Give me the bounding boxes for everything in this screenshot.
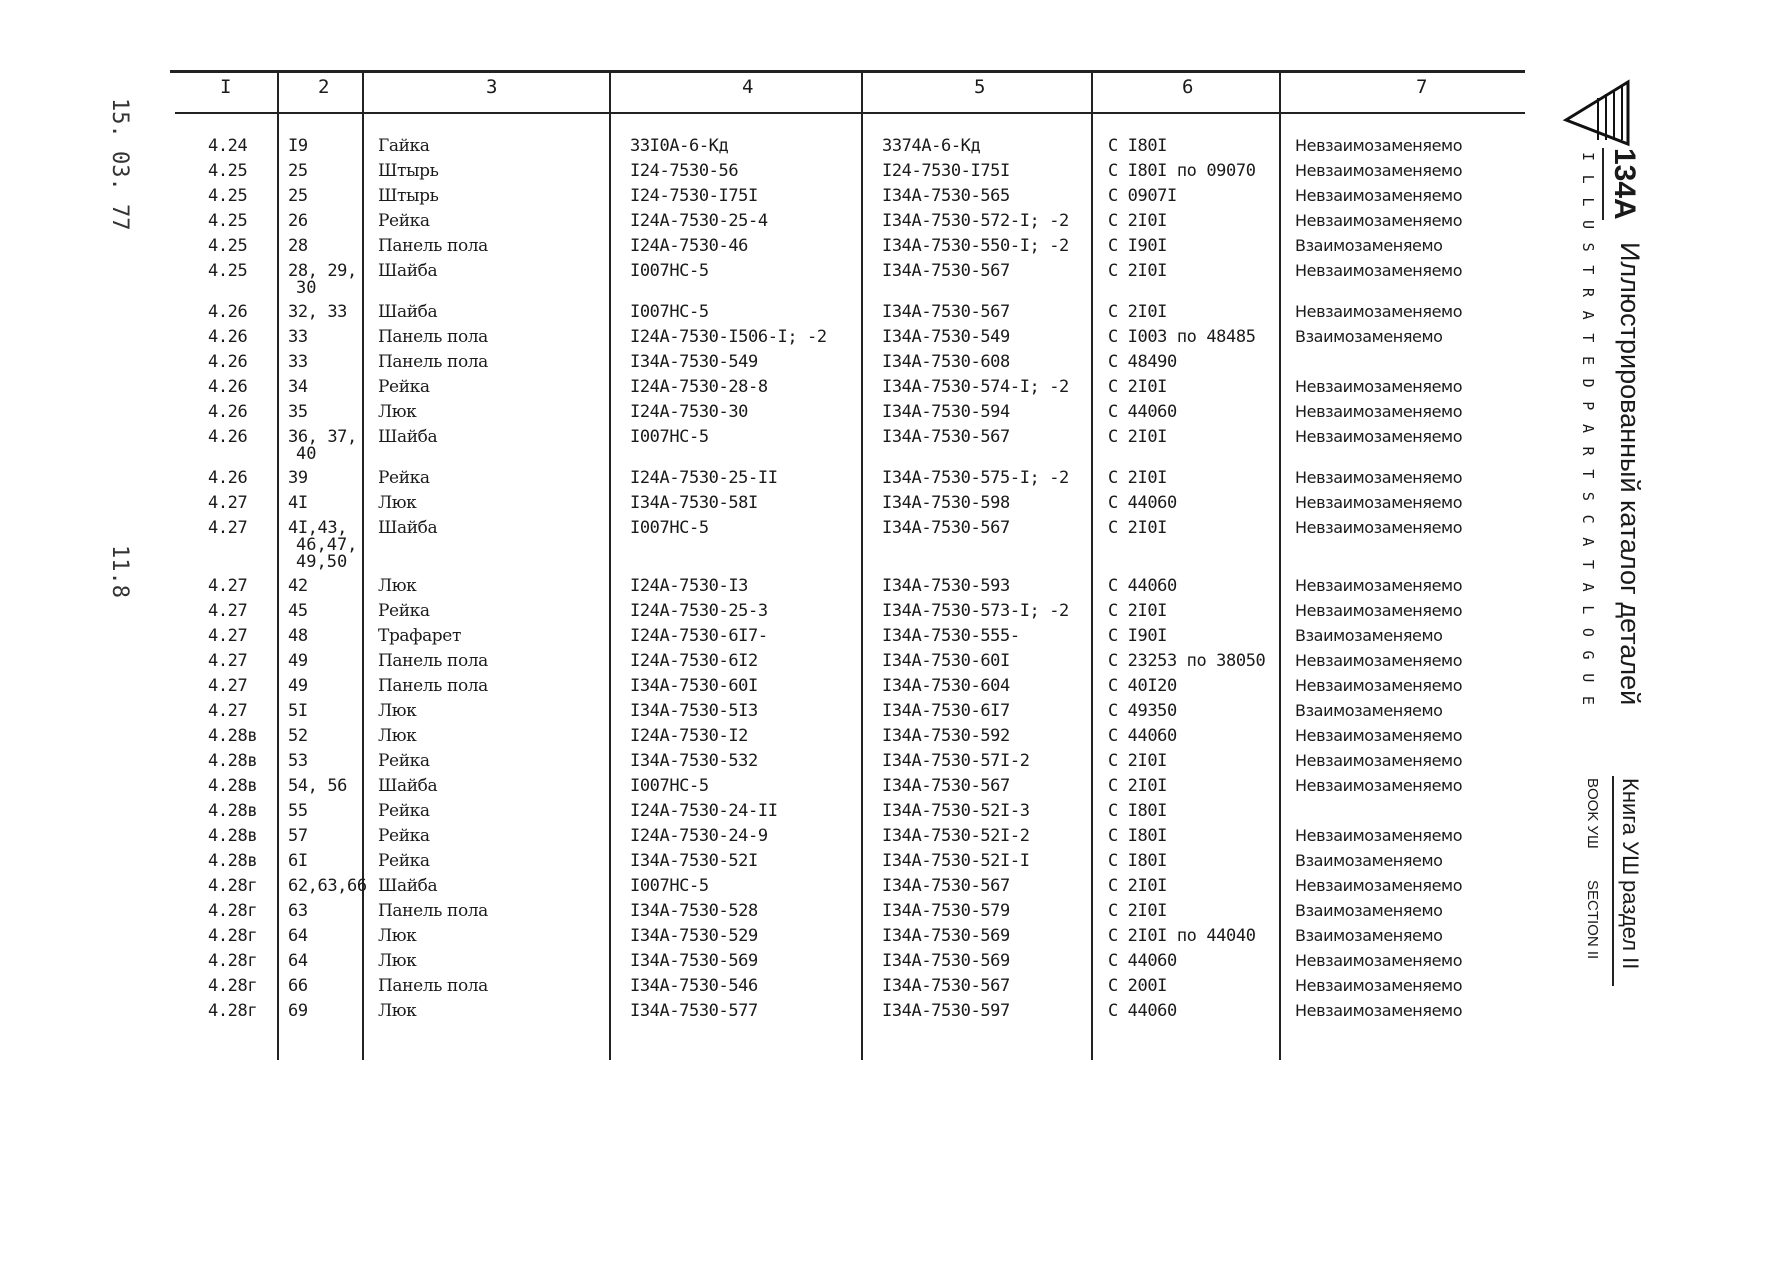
cell-c6: С 2I0I по 44040 xyxy=(1108,926,1256,946)
cell-c1: 4.27 xyxy=(208,493,248,513)
cell-c7: Невзаимозаменяемо xyxy=(1295,302,1463,321)
cell-c6: С 2I0I xyxy=(1108,211,1168,231)
cell-c7: Невзаимозаменяемо xyxy=(1295,468,1463,487)
cell-c2: 69 xyxy=(288,1001,308,1021)
cell-c7: Невзаимозаменяемо xyxy=(1295,776,1463,795)
cell-c4: I24A-7530-25-3 xyxy=(630,601,768,621)
cell-c7: Невзаимозаменяемо xyxy=(1295,493,1463,512)
cell-c6: С 44060 xyxy=(1108,726,1177,746)
cell-c2: 55 xyxy=(288,801,308,821)
header-col-7: 7 xyxy=(1416,76,1428,98)
cell-c5: I34A-7530-597 xyxy=(882,1001,1010,1021)
cell-c4: I24A-7530-30 xyxy=(630,402,749,422)
table-row xyxy=(0,953,1540,977)
cell-c6: С 44060 xyxy=(1108,493,1177,513)
cell-c1: 4.25 xyxy=(208,186,248,206)
cell-c2: 53 xyxy=(288,751,308,771)
cell-c2: 64 xyxy=(288,951,308,971)
table-row xyxy=(0,853,1540,877)
cell-c2: 33 xyxy=(288,352,308,372)
header-col-3: 3 xyxy=(486,76,498,98)
table-row xyxy=(0,495,1540,519)
cell-c3: Трафарет xyxy=(378,626,461,646)
cell-c7: Невзаимозаменяемо xyxy=(1295,726,1463,745)
cell-c1: 4.28г xyxy=(208,976,258,996)
header-col-2: 2 xyxy=(318,76,330,98)
cell-c4: I34A-7530-577 xyxy=(630,1001,758,1021)
cell-c5: I34A-7530-57I-2 xyxy=(882,751,1030,771)
cell-c3: Рейка xyxy=(378,751,430,771)
section-ru: раздел II xyxy=(1618,880,1643,970)
table-row xyxy=(0,427,1540,464)
cell-c3: Рейка xyxy=(378,801,430,821)
cell-c2: 26 xyxy=(288,211,308,231)
cell-c7: Невзаимозаменяемо xyxy=(1295,518,1463,537)
cell-c4: I24-7530-I75I xyxy=(630,186,758,206)
cell-c1: 4.26 xyxy=(208,302,248,322)
cell-c6: С 44060 xyxy=(1108,951,1177,971)
cell-c2: 25 xyxy=(288,186,308,206)
cell-c5: I34A-7530-6I7 xyxy=(882,701,1010,721)
cell-c4: I34A-7530-529 xyxy=(630,926,758,946)
cell-c1: 4.24 xyxy=(208,136,248,156)
cell-c3: Люк xyxy=(378,1001,417,1021)
cell-c7: Невзаимозаменяемо xyxy=(1295,751,1463,770)
table-row xyxy=(0,213,1540,237)
cell-c2: 42 xyxy=(288,576,308,596)
cell-c4: I007HC-5 xyxy=(630,261,709,281)
table-row xyxy=(0,703,1540,727)
cell-c6: С 40I20 xyxy=(1108,676,1177,696)
cell-c3: Шайба xyxy=(378,302,438,322)
cell-c6: С 0907I xyxy=(1108,186,1177,206)
table-row xyxy=(0,354,1540,378)
cell-c3: Панель пола xyxy=(378,236,488,256)
table-row xyxy=(0,379,1540,403)
cell-c4: I24A-7530-28-8 xyxy=(630,377,768,397)
table-row xyxy=(0,978,1540,1002)
cell-c5: I34A-7530-567 xyxy=(882,776,1010,796)
cell-c5: I34A-7530-567 xyxy=(882,876,1010,896)
cell-c7: Невзаимозаменяемо xyxy=(1295,651,1463,670)
cell-c3: Рейка xyxy=(378,211,430,231)
cell-c5: I34A-7530-579 xyxy=(882,901,1010,921)
cell-c4: I34A-7530-549 xyxy=(630,352,758,372)
cell-c3: Панель пола xyxy=(378,327,488,347)
cell-c2: 49 xyxy=(288,651,308,671)
cell-c3: Рейка xyxy=(378,468,430,488)
cell-c5: I34A-7530-567 xyxy=(882,518,1010,538)
table-row xyxy=(0,603,1540,627)
cell-c7: Невзаимозаменяемо xyxy=(1295,211,1463,230)
cell-c3: Рейка xyxy=(378,377,430,397)
cell-c7: Невзаимозаменяемо xyxy=(1295,951,1463,970)
manufacturer-logo-icon xyxy=(1562,78,1632,148)
cell-c6: С 2I0I xyxy=(1108,468,1168,488)
cell-c5: I34A-7530-567 xyxy=(882,427,1010,447)
cell-c7: Невзаимозаменяемо xyxy=(1295,876,1463,895)
cell-c3: Панель пола xyxy=(378,676,488,696)
cell-c4: I34A-7530-528 xyxy=(630,901,758,921)
cell-c1: 4.28в xyxy=(208,751,258,771)
table-row xyxy=(0,163,1540,187)
cell-c7: Невзаимозаменяемо xyxy=(1295,976,1463,995)
cell-c7: Невзаимозаменяемо xyxy=(1295,161,1463,180)
cell-c5: I34A-7530-567 xyxy=(882,302,1010,322)
cell-c6: С I90I xyxy=(1108,236,1168,256)
cell-c6: С I80I xyxy=(1108,801,1168,821)
cell-c5: I34A-7530-52I-2 xyxy=(882,826,1030,846)
cell-c7: Невзаимозаменяемо xyxy=(1295,136,1463,155)
cell-c6: С 2I0I xyxy=(1108,302,1168,322)
cell-c1: 4.27 xyxy=(208,701,248,721)
cell-c7: Взаимозаменяемо xyxy=(1295,926,1443,945)
cell-c6: С 2I0I xyxy=(1108,776,1168,796)
cell-c1: 4.27 xyxy=(208,676,248,696)
cell-c3: Рейка xyxy=(378,851,430,871)
cell-c4: I34A-7530-546 xyxy=(630,976,758,996)
cell-c7: Невзаимозаменяемо xyxy=(1295,826,1463,845)
book-rule xyxy=(1612,776,1614,986)
cell-c3: Шайба xyxy=(378,876,438,896)
cell-c4: I24A-7530-6I2 xyxy=(630,651,758,671)
cell-c7: Невзаимозаменяемо xyxy=(1295,427,1463,446)
cell-c4: I24A-7530-I2 xyxy=(630,726,749,746)
cell-c2: 63 xyxy=(288,901,308,921)
cell-c2-continued: 40 xyxy=(296,444,317,464)
cell-c4: I24A-7530-6I7- xyxy=(630,626,768,646)
table-row xyxy=(0,404,1540,428)
cell-c5: I34A-7530-52I-I xyxy=(882,851,1030,871)
cell-c7: Взаимозаменяемо xyxy=(1295,626,1443,645)
cell-c1: 4.26 xyxy=(208,427,248,447)
cell-c6: С 49350 xyxy=(1108,701,1177,721)
cell-c5: I34A-7530-573-I; -2 xyxy=(882,601,1069,621)
cell-c3: Шайба xyxy=(378,776,438,796)
cell-c1: 4.26 xyxy=(208,402,248,422)
cell-c3: Панель пола xyxy=(378,651,488,671)
cell-c2: 66 xyxy=(288,976,308,996)
cell-c1: 4.27 xyxy=(208,601,248,621)
cell-c7: Взаимозаменяемо xyxy=(1295,901,1443,920)
cell-c2: 52 xyxy=(288,726,308,746)
section-en: SECTION II xyxy=(1584,880,1601,960)
date-note: 15. 03. 77 xyxy=(107,98,132,231)
cell-c2: 57 xyxy=(288,826,308,846)
cell-c2: 4I xyxy=(288,493,308,513)
cell-c4: I34A-7530-58I xyxy=(630,493,758,513)
cell-c4: I24A-7530-25-4 xyxy=(630,211,768,231)
cell-c7: Взаимозаменяемо xyxy=(1295,701,1443,720)
cell-c1: 4.26 xyxy=(208,377,248,397)
cell-c3: Люк xyxy=(378,726,417,746)
cell-c5: I34A-7530-549 xyxy=(882,327,1010,347)
cell-c3: Штырь xyxy=(378,186,439,206)
cell-c6: С I80I xyxy=(1108,851,1168,871)
cell-c5: I34A-7530-567 xyxy=(882,976,1010,996)
cell-c7: Взаимозаменяемо xyxy=(1295,236,1443,255)
cell-c6: С 48490 xyxy=(1108,352,1177,372)
table-row xyxy=(0,678,1540,702)
cell-c2: 25 xyxy=(288,161,308,181)
cell-c7: Невзаимозаменяемо xyxy=(1295,576,1463,595)
table-row xyxy=(0,728,1540,752)
cell-c1: 4.28г xyxy=(208,1001,258,1021)
cell-c6: С I80I xyxy=(1108,136,1168,156)
cell-c6: С I80I xyxy=(1108,826,1168,846)
cell-c3: Люк xyxy=(378,402,417,422)
table-row xyxy=(0,238,1540,262)
cell-c1: 4.25 xyxy=(208,161,248,181)
cell-c2: 64 xyxy=(288,926,308,946)
cell-c5: I34A-7530-52I-3 xyxy=(882,801,1030,821)
cell-c1: 4.28в xyxy=(208,776,258,796)
cell-c4: I007HC-5 xyxy=(630,518,709,538)
cell-c2: 36, 37, xyxy=(288,427,357,447)
cell-c2-continued: 46,47, xyxy=(296,535,358,555)
cell-c5: I34A-7530-60I xyxy=(882,651,1010,671)
cell-c6: С 2I0I xyxy=(1108,901,1168,921)
cell-c2: 28 xyxy=(288,236,308,256)
cell-c3: Панель пола xyxy=(378,976,488,996)
cell-c6: С 44060 xyxy=(1108,1001,1177,1021)
cell-c3: Шайба xyxy=(378,261,438,281)
cell-c2: 35 xyxy=(288,402,308,422)
table-row xyxy=(0,304,1540,328)
cell-c2: 28, 29, xyxy=(288,261,357,281)
table-header-rule xyxy=(175,112,1525,114)
cell-c4: I24A-7530-25-II xyxy=(630,468,778,488)
cell-c5: I34A-7530-572-I; -2 xyxy=(882,211,1069,231)
table-row xyxy=(0,653,1540,677)
cell-c3: Рейка xyxy=(378,826,430,846)
cell-c5: I34A-7530-555- xyxy=(882,626,1020,646)
table-row xyxy=(0,903,1540,927)
cell-c5: I34A-7530-569 xyxy=(882,951,1010,971)
cell-c4: I24A-7530-I3 xyxy=(630,576,749,596)
cell-c1: 4.27 xyxy=(208,651,248,671)
cell-c7: Невзаимозаменяемо xyxy=(1295,377,1463,396)
cell-c1: 4.27 xyxy=(208,626,248,646)
book-ru: Книга УШ xyxy=(1618,778,1643,876)
cell-c2: I9 xyxy=(288,136,308,156)
cell-c5: I24-7530-I75I xyxy=(882,161,1010,181)
cell-c2: 39 xyxy=(288,468,308,488)
cell-c3: Штырь xyxy=(378,161,439,181)
book-en: BOOK УШ xyxy=(1584,778,1601,849)
table-row xyxy=(0,138,1540,162)
cell-c2: 33 xyxy=(288,327,308,347)
cell-c7: Невзаимозаменяемо xyxy=(1295,601,1463,620)
cell-c3: Люк xyxy=(378,951,417,971)
cell-c1: 4.28в xyxy=(208,726,258,746)
cell-c7: Невзаимозаменяемо xyxy=(1295,676,1463,695)
cell-c6: С 2I0I xyxy=(1108,261,1168,281)
cell-c6: С 44060 xyxy=(1108,576,1177,596)
header-col-1: I xyxy=(220,76,232,98)
cell-c4: I007HC-5 xyxy=(630,876,709,896)
cell-c3: Шайба xyxy=(378,518,438,538)
table-row xyxy=(0,628,1540,652)
cell-c3: Панель пола xyxy=(378,901,488,921)
cell-c6: С 2I0I xyxy=(1108,876,1168,896)
table-top-rule xyxy=(170,70,1525,73)
cell-c5: I34A-7530-608 xyxy=(882,352,1010,372)
cell-c5: I34A-7530-569 xyxy=(882,926,1010,946)
cell-c4: I007HC-5 xyxy=(630,427,709,447)
cell-c2: 5I xyxy=(288,701,308,721)
cell-c2: 4I,43, xyxy=(288,518,348,538)
cell-c2: 6I xyxy=(288,851,308,871)
header-col-6: 6 xyxy=(1182,76,1194,98)
cell-c4: 33I0A-6-Кд xyxy=(630,136,729,156)
cell-c5: I34A-7530-567 xyxy=(882,261,1010,281)
cell-c4: I24-7530-56 xyxy=(630,161,739,181)
cell-c6: С I80I по 09070 xyxy=(1108,161,1256,181)
cell-c4: I34A-7530-60I xyxy=(630,676,758,696)
cell-c6: С 2I0I xyxy=(1108,377,1168,397)
cell-c2-continued: 49,50 xyxy=(296,552,348,572)
cell-c6: С 44060 xyxy=(1108,402,1177,422)
table-row xyxy=(0,188,1540,212)
cell-c5: I34A-7530-574-I; -2 xyxy=(882,377,1069,397)
cell-c4: I34A-7530-569 xyxy=(630,951,758,971)
model-rule xyxy=(1602,148,1604,220)
cell-c1: 4.26 xyxy=(208,327,248,347)
table-row xyxy=(0,753,1540,777)
cell-c3: Гайка xyxy=(378,136,430,156)
cell-c7: Невзаимозаменяемо xyxy=(1295,1001,1463,1020)
table-row xyxy=(0,1003,1540,1027)
cell-c3: Панель пола xyxy=(378,352,488,372)
cell-c4: I24A-7530-24-9 xyxy=(630,826,768,846)
cell-c6: С 2I0I xyxy=(1108,751,1168,771)
cell-c1: 4.28г xyxy=(208,876,258,896)
cell-c6: С 200I xyxy=(1108,976,1168,996)
cell-c5: I34A-7530-592 xyxy=(882,726,1010,746)
catalog-title-en: I L L U S T R A T E D P A R T S C A T A L O G U E xyxy=(1579,152,1597,708)
cell-c6: С I90I xyxy=(1108,626,1168,646)
cell-c2: 49 xyxy=(288,676,308,696)
cell-c7: Невзаимозаменяемо xyxy=(1295,402,1463,421)
header-col-5: 5 xyxy=(974,76,986,98)
cell-c3: Шайба xyxy=(378,427,438,447)
table-row xyxy=(0,578,1540,602)
cell-c2: 54, 56 xyxy=(288,776,348,796)
cell-c5: I34A-7530-594 xyxy=(882,402,1010,422)
cell-c4: I24A-7530-I506-I; -2 xyxy=(630,327,827,347)
cell-c4: I007HC-5 xyxy=(630,302,709,322)
cell-c1: 4.25 xyxy=(208,211,248,231)
cell-c3: Люк xyxy=(378,576,417,596)
model-number: 134A xyxy=(1608,148,1641,220)
table-row xyxy=(0,828,1540,852)
cell-c2: 45 xyxy=(288,601,308,621)
table-row xyxy=(0,778,1540,802)
cell-c5: 3374A-6-Кд xyxy=(882,136,981,156)
cell-c5: I34A-7530-565 xyxy=(882,186,1010,206)
cell-c1: 4.26 xyxy=(208,352,248,372)
page-number: 11.8 xyxy=(107,545,132,598)
cell-c7: Невзаимозаменяемо xyxy=(1295,261,1463,280)
cell-c1: 4.26 xyxy=(208,468,248,488)
table-row xyxy=(0,928,1540,952)
cell-c1: 4.28в xyxy=(208,826,258,846)
cell-c2: 48 xyxy=(288,626,308,646)
cell-c5: I34A-7530-593 xyxy=(882,576,1010,596)
cell-c4: I34A-7530-5I3 xyxy=(630,701,758,721)
cell-c3: Люк xyxy=(378,493,417,513)
table-row xyxy=(0,329,1540,353)
cell-c3: Рейка xyxy=(378,601,430,621)
cell-c2-continued: 30 xyxy=(296,278,317,298)
cell-c1: 4.28в xyxy=(208,851,258,871)
cell-c5: I34A-7530-575-I; -2 xyxy=(882,468,1069,488)
cell-c4: I24A-7530-46 xyxy=(630,236,749,256)
cell-c7: Взаимозаменяемо xyxy=(1295,327,1443,346)
cell-c1: 4.28в xyxy=(208,801,258,821)
cell-c5: I34A-7530-550-I; -2 xyxy=(882,236,1069,256)
cell-c3: Люк xyxy=(378,926,417,946)
cell-c5: I34A-7530-598 xyxy=(882,493,1010,513)
cell-c4: I007HC-5 xyxy=(630,776,709,796)
cell-c1: 4.28г xyxy=(208,901,258,921)
cell-c6: С 2I0I xyxy=(1108,518,1168,538)
catalog-title-ru: Иллюстрированный каталог деталей xyxy=(1615,242,1645,706)
table-row xyxy=(0,803,1540,827)
cell-c5: I34A-7530-604 xyxy=(882,676,1010,696)
cell-c1: 4.28г xyxy=(208,951,258,971)
cell-c6: С 2I0I xyxy=(1108,601,1168,621)
cell-c1: 4.27 xyxy=(208,576,248,596)
cell-c4: I34A-7530-52I xyxy=(630,851,758,871)
cell-c4: I24A-7530-24-II xyxy=(630,801,778,821)
cell-c2: 62,63,66 xyxy=(288,876,367,896)
cell-c1: 4.27 xyxy=(208,518,248,538)
table-row xyxy=(0,261,1540,298)
cell-c3: Люк xyxy=(378,701,417,721)
cell-c7: Взаимозаменяемо xyxy=(1295,851,1443,870)
table-row xyxy=(0,470,1540,494)
cell-c1: 4.25 xyxy=(208,261,248,281)
cell-c7: Невзаимозаменяемо xyxy=(1295,186,1463,205)
cell-c6: С 23253 по 38050 xyxy=(1108,651,1266,671)
header-col-4: 4 xyxy=(742,76,754,98)
cell-c6: С I003 по 48485 xyxy=(1108,327,1256,347)
table-row xyxy=(0,878,1540,902)
cell-c4: I34A-7530-532 xyxy=(630,751,758,771)
cell-c1: 4.28г xyxy=(208,926,258,946)
cell-c1: 4.25 xyxy=(208,236,248,256)
cell-c6: С 2I0I xyxy=(1108,427,1168,447)
cell-c2: 34 xyxy=(288,377,308,397)
cell-c2: 32, 33 xyxy=(288,302,348,322)
